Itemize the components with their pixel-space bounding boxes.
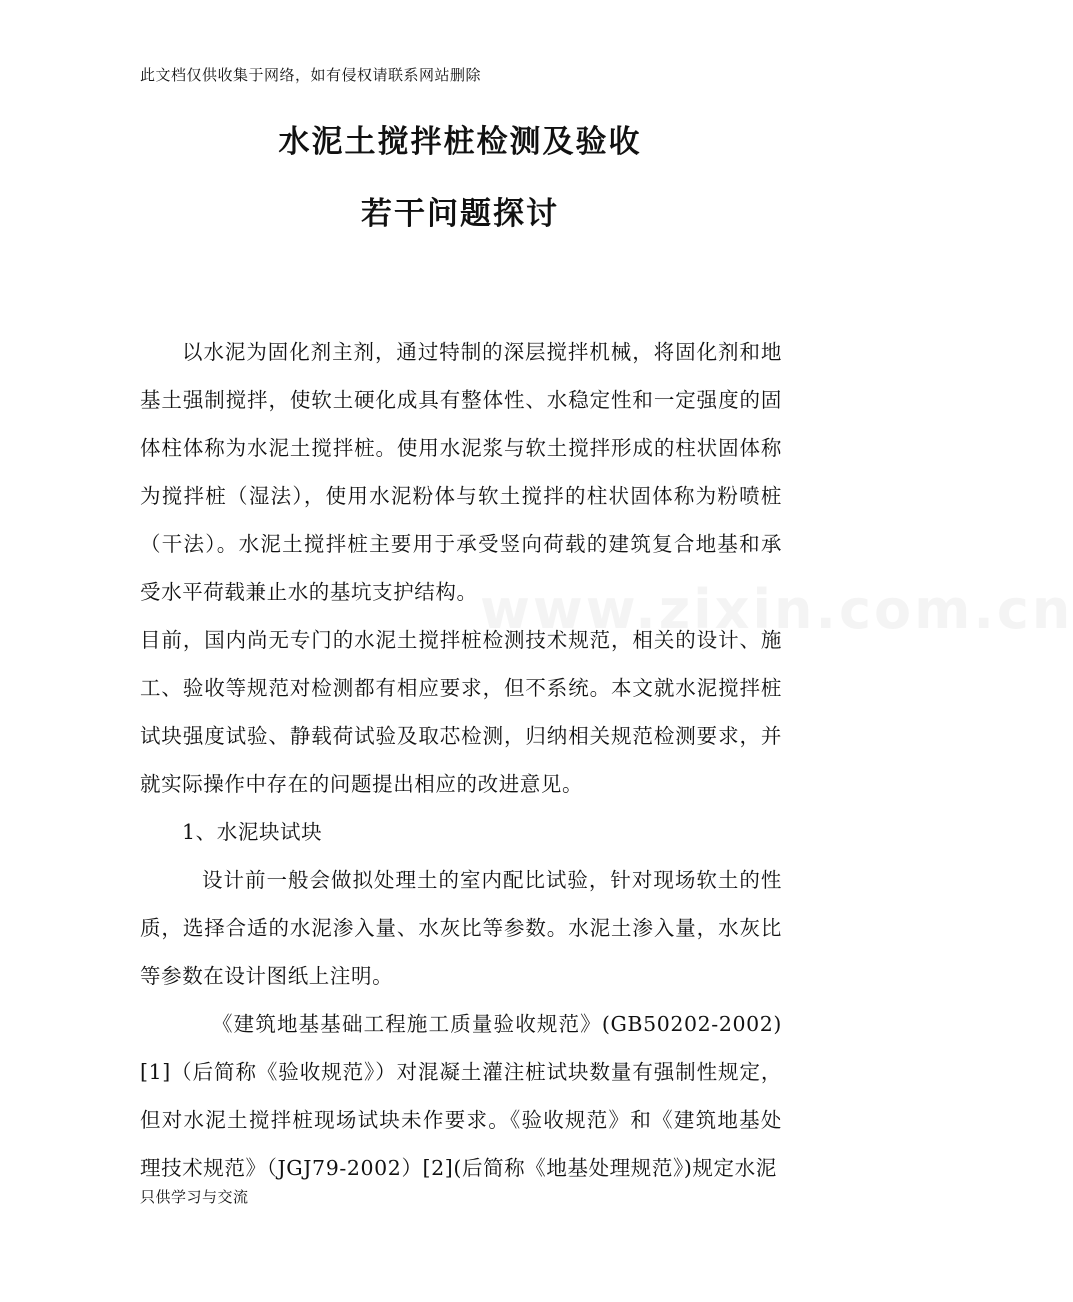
document-title-line2: 若干问题探讨 — [361, 196, 559, 232]
section-heading-1: 1、水泥块试块 — [182, 820, 323, 844]
header-disclaimer: 此文档仅供收集于网络，如有侵权请联系网站删除 — [140, 66, 482, 84]
document-body — [140, 328, 782, 1192]
watermark: www.zixin.com.cn — [480, 578, 1073, 641]
paragraph-standards: 《建筑地基基础工程施工质量验收规范》(GB50202-2002)[1]（后简称《验收规范》）对混凝土灌注桩试块数量有强制性规定，但对水泥土搅拌桩现场试块未作要求。《验收规范》和《建筑地基处理技术规范》（JGJ79-2002）[2](后简称《地基处理规范》)规定水泥 — [140, 1012, 782, 1180]
footer-note: 只供学习与交流 — [140, 1188, 249, 1206]
paragraph-intro: 以水泥为固化剂主剂，通过特制的深层搅拌机械，将固化剂和地基土强制搅拌，使软土硬化成具有整体性、水稳定性和一定强度的固体柱体称为水泥土搅拌桩。使用水泥浆与软土搅拌形成的柱状固体称为搅拌桩（湿法），使用水泥粉体与软土搅拌的柱状固体称为粉喷桩（干法）。水泥土搅拌桩主要用于承受竖向荷载的建筑复合地基和承受水平荷载兼止水的基坑支护结构。 — [140, 340, 782, 604]
paragraph-current-status: 目前，国内尚无专门的水泥土搅拌桩检测技术规范，相关的设计、施工、验收等规范对检测都有相应要求，但不系统。本文就水泥搅拌桩试块强度试验、静载荷试验及取芯检测，归纳相关规范检测要求，并就实际操作中存在的问题提出相应的改进意见。 — [140, 628, 782, 796]
paragraph-design: 设计前一般会做拟处理土的室内配比试验，针对现场软土的性质，选择合适的水泥渗入量、水灰比等参数。水泥土渗入量，水灰比等参数在设计图纸上注明。 — [140, 868, 782, 988]
document-title-line1: 水泥土搅拌桩检测及验收 — [278, 124, 642, 160]
